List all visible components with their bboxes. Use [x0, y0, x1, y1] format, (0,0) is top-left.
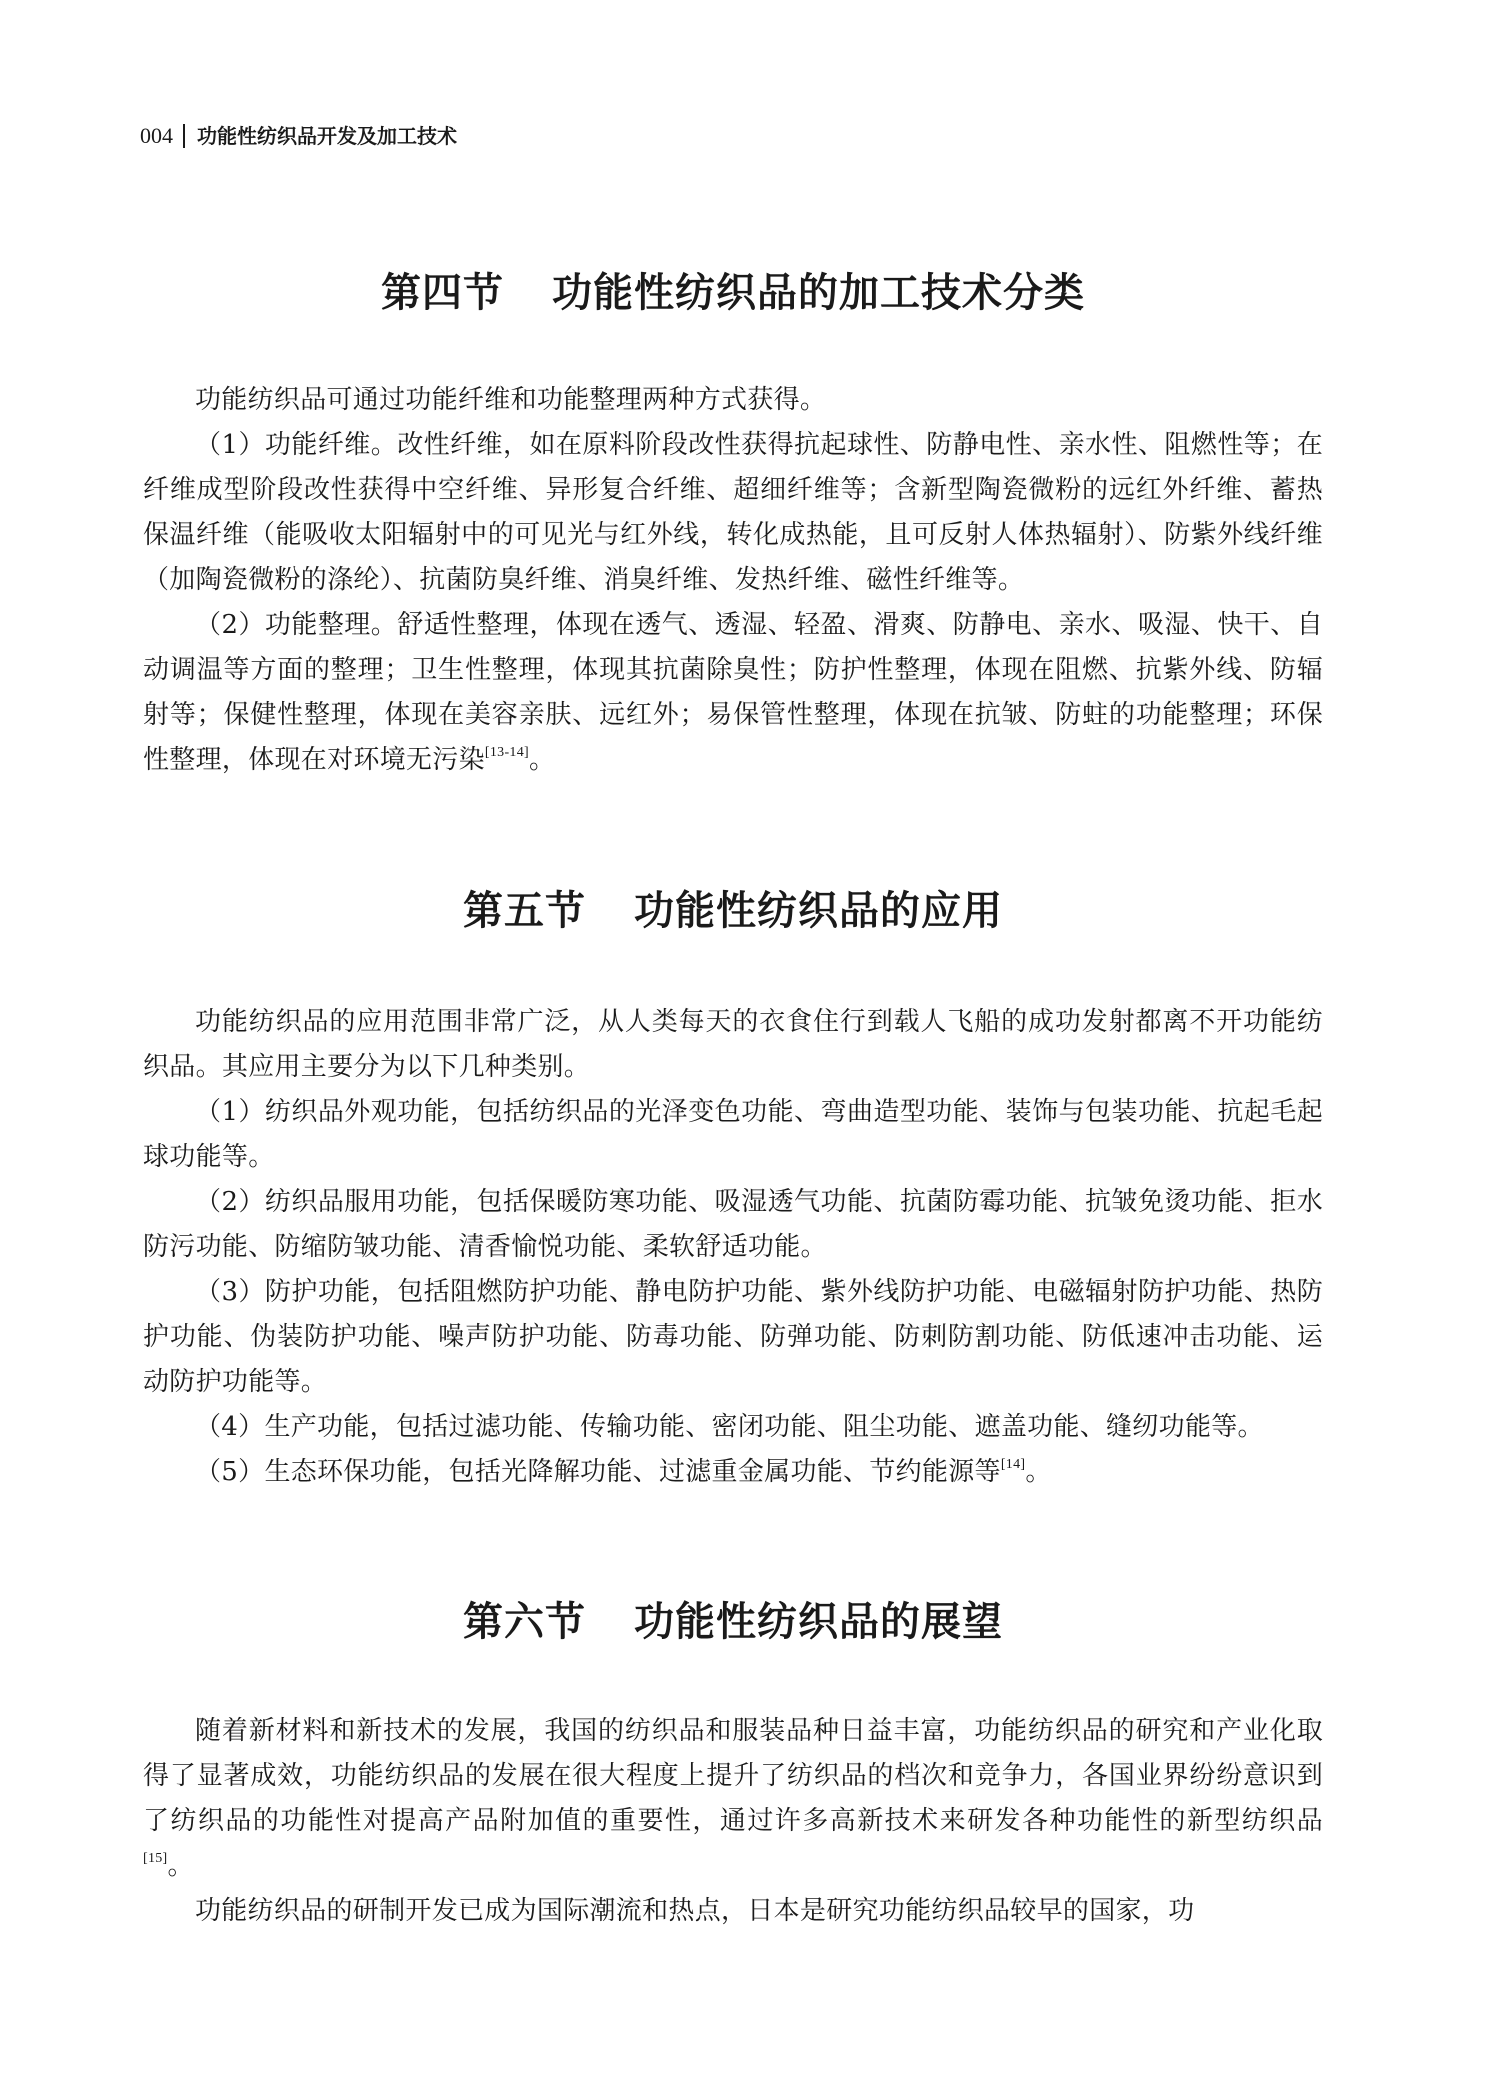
- section-6-title: 功能性纺织品的展望: [634, 1599, 1003, 1645]
- paragraph: （1）纺织品外观功能，包括纺织品的光泽变色功能、弯曲造型功能、装饰与包装功能、抗起毛起球功能等。: [143, 1097, 1323, 1172]
- page-number: 004: [140, 123, 173, 148]
- paragraph: 功能纺织品的应用范围非常广泛，从人类每天的衣食住行到载人飞船的成功发射都离不开功能纺织品。其应用主要分为以下几种类别。: [143, 1007, 1323, 1082]
- paragraph: （4）生产功能，包括过滤功能、传输功能、密闭功能、阻尘功能、遮盖功能、缝纫功能等。: [195, 1412, 1264, 1442]
- section-4-number: 第四节: [381, 270, 504, 316]
- section-6-number: 第六节: [463, 1599, 586, 1645]
- paragraph: （3）防护功能，包括阻燃防护功能、静电防护功能、紫外线防护功能、电磁辐射防护功能、热防护功能、伪装防护功能、噪声防护功能、防毒功能、防弹功能、防刺防割功能、防低速冲击功能、运动防护功能等。: [143, 1277, 1323, 1397]
- paragraph: 功能纺织品的研制开发已成为国际潮流和热点，日本是研究功能纺织品较早的国家，功: [195, 1896, 1195, 1926]
- book-title: 功能性纺织品开发及加工技术: [197, 124, 457, 148]
- running-header: [140, 122, 457, 150]
- citation: [15]: [143, 1851, 168, 1866]
- section-6-body: [143, 1709, 1323, 1934]
- section-6-heading: [143, 1597, 1323, 1647]
- paragraph: （1）功能纤维。改性纤维，如在原料阶段改性获得抗起球性、防静电性、亲水性、阻燃性等；在纤维成型阶段改性获得中空纤维、异形复合纤维、超细纤维等；含新型陶瓷微粉的远红外纤维、蓄热保温纤维（能吸收太阳辐射中的可见光与红外线，转化成热能，且可反射人体热辐射）、防紫外线纤维（加陶瓷微粉的涤纶）、抗菌防臭纤维、消臭纤维、发热纤维、磁性纤维等。: [143, 430, 1323, 595]
- section-4-title: 功能性纺织品的加工技术分类: [552, 270, 1085, 316]
- header-divider: [183, 124, 185, 148]
- paragraph: （2）纺织品服用功能，包括保暖防寒功能、吸湿透气功能、抗菌防霉功能、抗皱免烫功能、拒水防污功能、防缩防皱功能、清香愉悦功能、柔软舒适功能。: [143, 1187, 1323, 1262]
- section-5-body: [143, 1000, 1323, 1495]
- paragraph: （2）功能整理。舒适性整理，体现在透气、透湿、轻盈、滑爽、防静电、亲水、吸湿、快干、自动调温等方面的整理；卫生性整理，体现其抗菌除臭性；防护性整理，体现在阻燃、抗紫外线、防辐射等；保健性整理，体现在美容亲肤、远红外；易保管性整理，体现在抗皱、防蛀的功能整理；环保性整理，体现在对环境无污染[13-14]。: [143, 610, 1323, 775]
- paragraph: 功能纺织品可通过功能纤维和功能整理两种方式获得。: [195, 385, 827, 415]
- section-5-number: 第五节: [463, 888, 586, 934]
- section-4-heading: [143, 268, 1323, 318]
- section-5-heading: [143, 886, 1323, 936]
- citation: [13-14]: [484, 745, 529, 760]
- paragraph: 随着新材料和新技术的发展，我国的纺织品和服装品种日益丰富，功能纺织品的研究和产业化取得了显著成效，功能纺织品的发展在很大程度上提升了纺织品的档次和竞争力，各国业界纷纷意识到了纺织品的功能性对提高产品附加值的重要性，通过许多高新技术来研发各种功能性的新型纺织品[15]。: [143, 1716, 1323, 1881]
- section-4-body: [143, 378, 1323, 783]
- citation: [14]: [1000, 1457, 1026, 1472]
- section-5-title: 功能性纺织品的应用: [634, 888, 1003, 934]
- paragraph: （5）生态环保功能，包括光降解功能、过滤重金属功能、节约能源等[14]。: [195, 1457, 1052, 1487]
